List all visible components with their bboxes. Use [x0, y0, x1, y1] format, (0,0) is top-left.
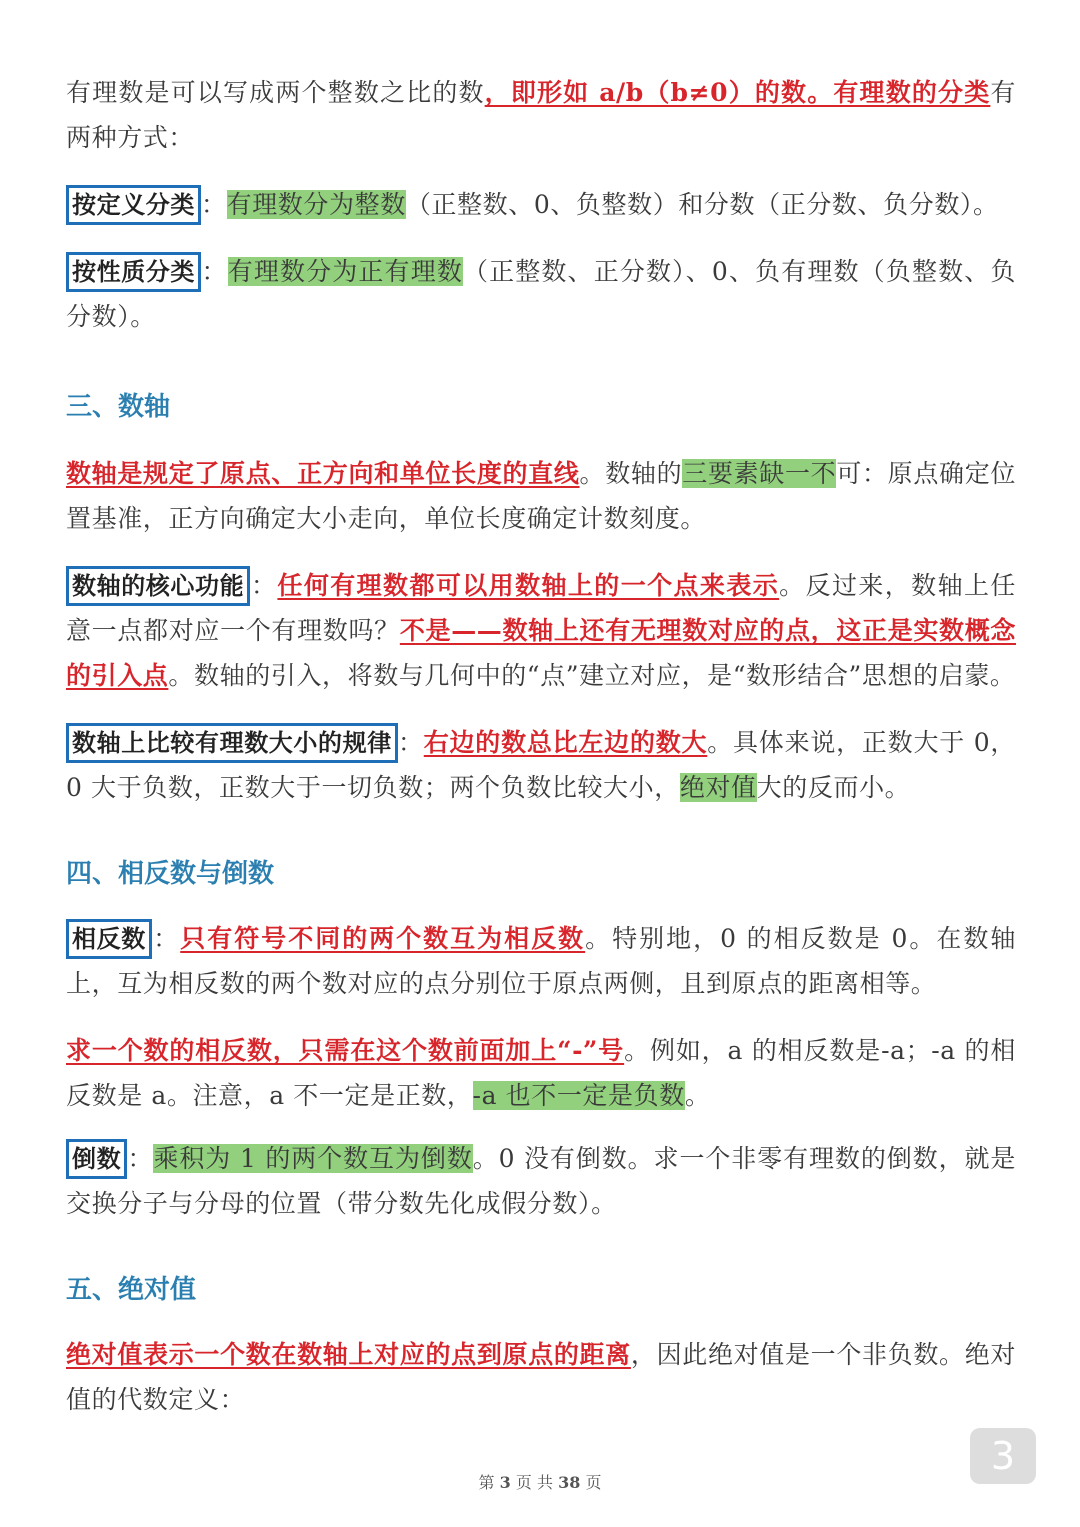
- text-span: 。数轴的引入，将数与几何中的“点”建立对应，是“数形结合”思想的启蒙。: [168, 661, 1016, 690]
- highlight-green: -a 也不一定是负数: [472, 1081, 685, 1110]
- text-span: 。例如，a 的相反数是-a；-a 的相反数是 a。注意，a 不一定是正数，: [66, 1036, 1017, 1110]
- emphasis-red: 不是——数轴上还有无理数对应的点，这正是实数概念的引入点: [66, 616, 1016, 690]
- text-span: ：: [127, 1144, 154, 1173]
- paragraph-opposite-number: [66, 916, 1016, 1006]
- text-span: ：: [201, 257, 228, 286]
- emphasis-red: 求一个数的相反数，只需在这个数前面加上“-”号: [66, 1036, 625, 1065]
- footer-total-pages: 38: [558, 1473, 581, 1492]
- paragraph-find-opposite: [66, 1028, 1016, 1118]
- footer-prefix: 第: [478, 1473, 495, 1492]
- term-box: 数轴上比较有理数大小的规律: [66, 723, 398, 763]
- emphasis-red: 右边的数总比左边的数大: [423, 728, 708, 757]
- emphasis-red: 任何有理数都可以用数轴上的一个点来表示: [277, 571, 780, 600]
- text-span: ：: [201, 190, 227, 219]
- paragraph-classify-by-definition: [66, 182, 1016, 227]
- text-span: 。: [684, 1081, 711, 1110]
- emphasis-red: ，即形如 a/b（b≠0）的数。有理数的分类: [484, 78, 991, 107]
- term-box: 按定义分类: [66, 185, 201, 225]
- paragraph-number-line-function: [66, 563, 1016, 698]
- section-heading-number-line: 三、数轴: [66, 392, 171, 422]
- text-span: （正整数、正分数）、0、负有理数（负整数、负分数）。: [66, 257, 1016, 331]
- highlight-green: 有理数分为正有理数: [227, 257, 463, 286]
- footer-middle: 页 共: [515, 1473, 553, 1492]
- text-span: （正整数、0、负整数）和分数（正分数、负分数）。: [405, 190, 999, 219]
- text-span: 有理数是可以写成两个整数之比的数: [66, 78, 485, 107]
- emphasis-red: 只有符号不同的两个数互为相反数: [180, 924, 586, 953]
- term-box: 相反数: [66, 919, 152, 959]
- highlight-green: 有理数分为整数: [226, 190, 406, 219]
- highlight-green: 乘积为 1 的两个数互为倒数: [153, 1144, 473, 1173]
- paragraph-absolute-value: [66, 1332, 1016, 1422]
- text-span: ：: [397, 728, 424, 757]
- term-box: 数轴的核心功能: [66, 566, 250, 606]
- page-footer: [0, 1470, 1080, 1493]
- highlight-green: 绝对值: [679, 773, 757, 802]
- paragraph-classify-by-property: [66, 249, 1016, 339]
- text-span: ：: [250, 571, 278, 600]
- section-heading-opposite-reciprocal: 四、相反数与倒数: [66, 859, 275, 889]
- text-span: ，因此绝对值是一个非负数。绝对值的代数定义：: [66, 1340, 1016, 1414]
- paragraph-compare-rule: [66, 720, 1016, 810]
- paragraph-rational-definition: [66, 70, 1016, 160]
- paragraph-number-line-definition: [66, 451, 1016, 541]
- term-box: 倒数: [66, 1139, 127, 1179]
- text-span: 。具体来说，正数大于 0，0 大于负数，正数大于一切负数；两个负数比较大小，: [66, 728, 1016, 802]
- text-span: ：: [151, 924, 181, 953]
- document-page: [66, 66, 1016, 1422]
- text-span: 。反过来，数轴上任意一点都对应一个有理数吗？: [66, 571, 1016, 645]
- emphasis-red: 绝对值表示一个数在数轴上对应的点到原点的距离: [66, 1340, 631, 1369]
- text-span: 。数轴的: [579, 459, 683, 488]
- section-heading-absolute-value: 五、绝对值: [66, 1275, 197, 1305]
- text-span: 。特别地，0 的相反数是 0。在数轴上，互为相反数的两个数对应的点分别位于原点两侧，且到原点的距离相等。: [66, 924, 1016, 998]
- term-box: 按性质分类: [66, 252, 201, 292]
- text-span: 。0 没有倒数。求一个非零有理数的倒数，就是交换分子与分母的位置（带分数先化成假分数）。: [66, 1144, 1016, 1218]
- paragraph-reciprocal: [66, 1136, 1016, 1226]
- highlight-green: 三要素缺一不: [682, 459, 837, 488]
- page-number-badge: 3: [970, 1428, 1036, 1484]
- footer-page-number: 3: [499, 1473, 511, 1492]
- text-span: 可：原点确定位置基准，正方向确定大小走向，单位长度确定计数刻度。: [66, 459, 1016, 533]
- text-span: 有两种方式：: [66, 78, 1016, 152]
- emphasis-red: 数轴是规定了原点、正方向和单位长度的直线: [66, 459, 580, 488]
- text-span: 大的反而小。: [756, 773, 911, 802]
- footer-suffix: 页: [585, 1473, 602, 1492]
